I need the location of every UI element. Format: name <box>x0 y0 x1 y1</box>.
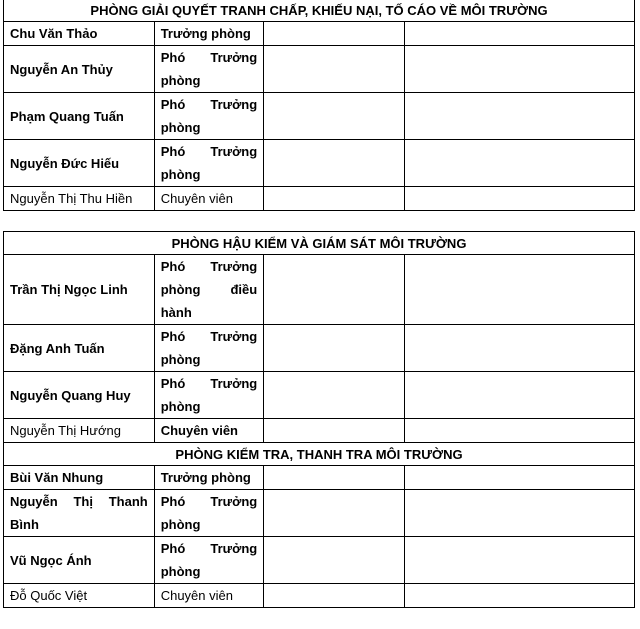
table-row <box>4 537 635 584</box>
empty-cell <box>264 419 405 443</box>
empty-cell <box>404 584 634 608</box>
table-row <box>4 490 635 537</box>
table-row <box>4 325 635 372</box>
staff-table-monitoring <box>3 231 635 608</box>
section-title: PHÒNG KIỂM TRA, THANH TRA MÔI TRƯỜNG <box>4 443 635 466</box>
section-title: PHÒNG GIẢI QUYẾT TRANH CHẤP, KHIẾU NẠI, TỐ CÁO VỀ MÔI TRƯỜNG <box>4 0 635 22</box>
empty-cell <box>404 46 634 93</box>
empty-cell <box>264 22 405 46</box>
staff-name: Nguyễn Thị Hướng <box>4 419 155 443</box>
empty-cell <box>264 325 405 372</box>
empty-cell <box>404 325 634 372</box>
staff-name: Đặng Anh Tuấn <box>4 325 155 372</box>
table-row <box>4 372 635 419</box>
staff-table-dispute <box>3 0 635 211</box>
staff-name: Nguyễn Thị Thu Hiền <box>4 187 155 211</box>
table-row <box>4 187 635 211</box>
empty-cell <box>264 187 405 211</box>
staff-name: Vũ Ngọc Ánh <box>4 537 155 584</box>
empty-cell <box>404 537 634 584</box>
staff-position: Phó Trưởng phòng <box>154 325 264 372</box>
empty-cell <box>404 419 634 443</box>
empty-cell <box>404 255 634 325</box>
staff-position: Phó Trưởng phòng <box>154 93 264 140</box>
empty-cell <box>264 537 405 584</box>
staff-position: Chuyên viên <box>154 584 264 608</box>
staff-name: Nguyễn Quang Huy <box>4 372 155 419</box>
empty-cell <box>404 22 634 46</box>
table-row <box>4 466 635 490</box>
table-row <box>4 255 635 325</box>
staff-name: Bùi Văn Nhung <box>4 466 155 490</box>
empty-cell <box>264 140 405 187</box>
table-row <box>4 46 635 93</box>
staff-name: Nguyễn Đức Hiếu <box>4 140 155 187</box>
staff-position: Trưởng phòng <box>154 22 264 46</box>
table-row <box>4 584 635 608</box>
staff-name: Phạm Quang Tuấn <box>4 93 155 140</box>
empty-cell <box>404 187 634 211</box>
empty-cell <box>404 490 634 537</box>
staff-position: Phó Trưởng phòng <box>154 372 264 419</box>
staff-name: Đỗ Quốc Việt <box>4 584 155 608</box>
table-row <box>4 93 635 140</box>
staff-position: Phó Trưởng phòng điều hành <box>154 255 264 325</box>
staff-name: Chu Văn Thảo <box>4 22 155 46</box>
empty-cell <box>264 490 405 537</box>
empty-cell <box>264 255 405 325</box>
empty-cell <box>264 93 405 140</box>
staff-position: Phó Trưởng phòng <box>154 46 264 93</box>
empty-cell <box>404 372 634 419</box>
empty-cell <box>264 584 405 608</box>
table-row <box>4 140 635 187</box>
staff-position: Phó Trưởng phòng <box>154 537 264 584</box>
section-title: PHÒNG HẬU KIỂM VÀ GIÁM SÁT MÔI TRƯỜNG <box>4 232 635 255</box>
empty-cell <box>404 140 634 187</box>
staff-position: Trưởng phòng <box>154 466 264 490</box>
empty-cell <box>264 372 405 419</box>
staff-position: Phó Trưởng phòng <box>154 490 264 537</box>
empty-cell <box>264 46 405 93</box>
empty-cell <box>404 93 634 140</box>
empty-cell <box>404 466 634 490</box>
empty-cell <box>264 466 405 490</box>
table-row <box>4 419 635 443</box>
staff-name: Trần Thị Ngọc Linh <box>4 255 155 325</box>
staff-name: Nguyễn Thị Thanh Bình <box>4 490 155 537</box>
staff-position: Chuyên viên <box>154 187 264 211</box>
staff-position: Phó Trưởng phòng <box>154 140 264 187</box>
table-row <box>4 22 635 46</box>
staff-name: Nguyễn An Thủy <box>4 46 155 93</box>
staff-position: Chuyên viên <box>154 419 264 443</box>
